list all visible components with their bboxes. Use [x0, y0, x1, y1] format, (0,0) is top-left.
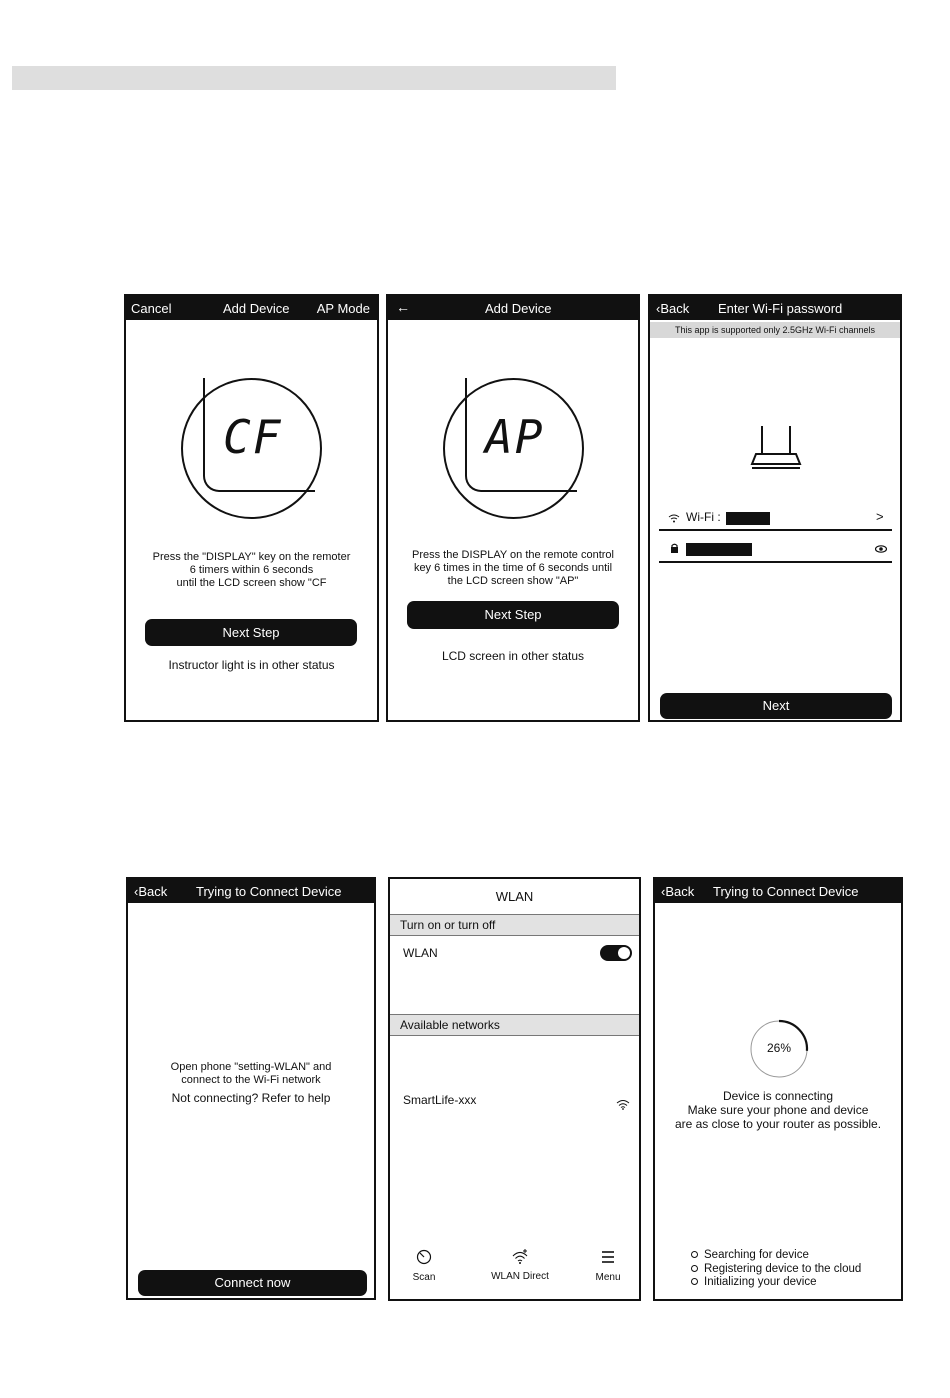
password-field-redacted[interactable] [686, 543, 752, 556]
step-item: Registering device to the cloud [691, 1263, 861, 1277]
step-bullet-icon [691, 1278, 698, 1285]
cancel-button[interactable]: Cancel [131, 301, 172, 316]
lcd-code: CF [223, 410, 283, 464]
wifi-row-underline[interactable] [659, 529, 892, 531]
chevron-left-icon: ‹ [661, 884, 666, 899]
back-arrow-icon[interactable]: ← [396, 299, 410, 315]
section-networks-label: Available networks [400, 1018, 500, 1032]
nav-wlan-direct[interactable] [484, 1248, 556, 1282]
wlan-direct-icon [511, 1248, 529, 1265]
status-line-3: are as close to your router as possible. [674, 1117, 882, 1131]
chevron-left-icon: ‹ [134, 884, 139, 899]
lcd-code: AP [485, 410, 545, 464]
instruction-line-2: 6 timers within 6 seconds [189, 564, 314, 576]
screen-enter-wifi-password [648, 294, 902, 722]
step-list [691, 1249, 861, 1290]
eye-icon[interactable] [875, 545, 887, 553]
lcd-display-illustration [443, 378, 584, 519]
connect-now-button[interactable]: Connect now [138, 1270, 367, 1296]
section-toggle-header [390, 914, 639, 936]
section-toggle-label: Turn on or turn off [400, 918, 496, 932]
step-bullet-icon [691, 1251, 698, 1258]
header-bar [388, 296, 638, 320]
screen-device-connecting [653, 877, 903, 1301]
lock-icon [670, 543, 679, 553]
nav-menu-label: Menu [595, 1272, 621, 1283]
screen-trying-to-connect-help [126, 877, 376, 1300]
header-bar [655, 879, 901, 903]
next-step-button[interactable]: Next Step [145, 619, 357, 646]
header-bar [128, 879, 374, 903]
progress-ring [749, 1019, 809, 1079]
other-status-link[interactable]: LCD screen in other status [441, 649, 585, 663]
step-item: Searching for device [691, 1249, 861, 1263]
wlan-page-title: WLAN [495, 889, 534, 904]
nav-menu[interactable] [590, 1249, 626, 1283]
toggle-knob [618, 947, 630, 959]
nav-wlan-direct-label: WLAN Direct [491, 1271, 549, 1282]
wifi-ssid-redacted [726, 512, 770, 525]
step-item: Initializing your device [691, 1276, 861, 1290]
nav-scan-label: Scan [412, 1272, 436, 1283]
header-title: Trying to Connect Device [196, 884, 342, 899]
section-networks-header [390, 1014, 639, 1036]
next-button[interactable]: Next [660, 693, 892, 719]
chevron-left-icon: ‹ [656, 301, 661, 316]
back-button[interactable]: ‹Back [656, 301, 690, 316]
step-bullet-icon [691, 1265, 698, 1272]
screen-add-device-cf [124, 294, 379, 722]
wifi-label: Wi-Fi : [686, 510, 721, 524]
next-step-button[interactable]: Next Step [407, 601, 619, 629]
back-button[interactable]: ‹Back [134, 884, 168, 899]
chevron-right-icon[interactable]: > [876, 509, 884, 524]
notice-text: This app is supported only 2.5GHz Wi-Fi channels [674, 325, 876, 335]
router-icon [748, 424, 804, 472]
wifi-signal-icon [616, 1099, 630, 1110]
screen-phone-wlan-settings [388, 877, 641, 1301]
instruction-line-3: until the LCD screen show "CF [176, 577, 327, 589]
lcd-display-illustration [181, 378, 322, 519]
nav-scan[interactable] [406, 1249, 442, 1283]
back-button[interactable]: ‹Back [661, 884, 695, 899]
instruction-line-1: Press the "DISPLAY" key on the remoter [152, 551, 351, 563]
notice-banner [650, 322, 900, 338]
screen-add-device-ap [386, 294, 640, 722]
instruction-line-1: Open phone "setting-WLAN" and [170, 1061, 332, 1073]
header-bar [126, 296, 377, 320]
wifi-icon [668, 513, 680, 523]
ap-mode-button[interactable]: AP Mode [316, 301, 370, 316]
header-title: Add Device [223, 301, 290, 316]
header-title: Add Device [485, 301, 552, 316]
title-bar [12, 66, 616, 90]
status-line-2: Make sure your phone and device [687, 1103, 869, 1117]
network-item-smartlife[interactable]: SmartLife-xxx [403, 1093, 477, 1107]
header-title: Enter Wi-Fi password [718, 301, 843, 316]
header-title: Trying to Connect Device [713, 884, 859, 899]
instruction-line-2: key 6 times in the time of 6 seconds until [413, 562, 613, 574]
other-status-link[interactable]: Instructor light is in other status [168, 658, 335, 672]
help-link[interactable]: Not connecting? Refer to help [171, 1091, 331, 1105]
status-line-1: Device is connecting [722, 1089, 834, 1103]
instruction-line-1: Press the DISPLAY on the remote control [412, 549, 614, 561]
instruction-line-3: the LCD screen show "AP" [447, 575, 579, 587]
wlan-toggle[interactable] [600, 945, 632, 961]
menu-icon [601, 1249, 615, 1265]
header-bar [650, 296, 900, 320]
progress-percent: 26% [766, 1041, 792, 1055]
scan-icon [416, 1249, 432, 1265]
instruction-line-2: connect to the Wi-Fi network [181, 1074, 321, 1086]
password-row-underline [659, 561, 892, 563]
wlan-label: WLAN [403, 946, 438, 960]
